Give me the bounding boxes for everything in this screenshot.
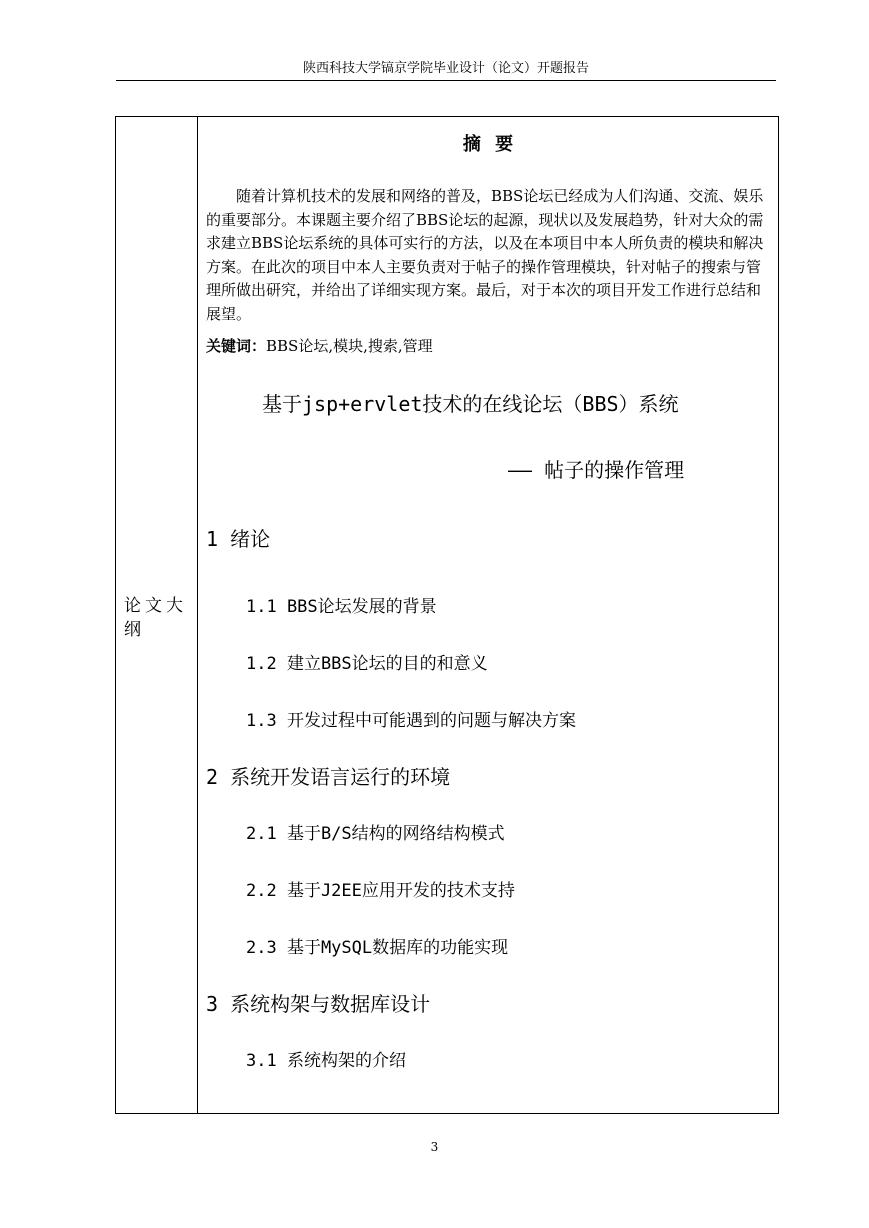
section-1-1: 1.1 BBS论坛发展的背景: [246, 597, 437, 617]
section-2-3: 2.3 基于MySQL数据库的功能实现: [246, 938, 509, 958]
thesis-title: 基于jsp+ervlet技术的在线论坛（BBS）系统: [262, 392, 679, 416]
section-1-3: 1.3 开发过程中可能遇到的问题与解决方案: [246, 711, 576, 731]
section-3-1: 3.1 系统构架的介绍: [246, 1051, 406, 1071]
section-2-2: 2.2 基于J2EE应用开发的技术支持: [246, 881, 515, 901]
page-header: 陕西科技大学镐京学院毕业设计（论文）开题报告: [302, 61, 589, 76]
chapter-1: 1 绪论: [206, 527, 271, 551]
section-2-1: 2.1 基于B/S结构的网络结构模式: [246, 824, 505, 844]
section-1-2: 1.2 建立BBS论坛的目的和意义: [246, 654, 488, 674]
section-label: 论文大纲: [124, 596, 187, 640]
page-number: 3: [430, 1140, 439, 1154]
column-divider: [197, 117, 198, 1113]
keywords-value: BBS论坛,模块,搜索,管理: [266, 337, 433, 355]
header-rule: [116, 80, 776, 81]
report-table: [115, 116, 779, 1114]
abstract-title: 摘 要: [462, 134, 518, 155]
keywords-label: 关键词：: [206, 337, 267, 355]
keywords-line: [206, 335, 774, 357]
chapter-2: 2 系统开发语言运行的环境: [206, 765, 451, 789]
abstract-body: 随着计算机技术的发展和网络的普及，BBS论坛已经成为人们沟通、交流、娱乐的重要部分。本课题主要介绍了BBS论坛的起源，现状以及发展趋势，针对大众的需求建立BBS论坛系统的具体可实行的方法，以及在本项目中本人所负责的模块和解决方案。在此次的项目中本人主要负责对于帖子的操作管理模块，针对帖子的搜索与管理所做出研究，并给出了详细实现方案。最后，对于本次的项目开发工作进行总结和展望。: [206, 187, 764, 323]
chapter-3: 3 系统构架与数据库设计: [206, 992, 431, 1016]
thesis-subtitle: —— 帖子的操作管理: [508, 458, 685, 482]
